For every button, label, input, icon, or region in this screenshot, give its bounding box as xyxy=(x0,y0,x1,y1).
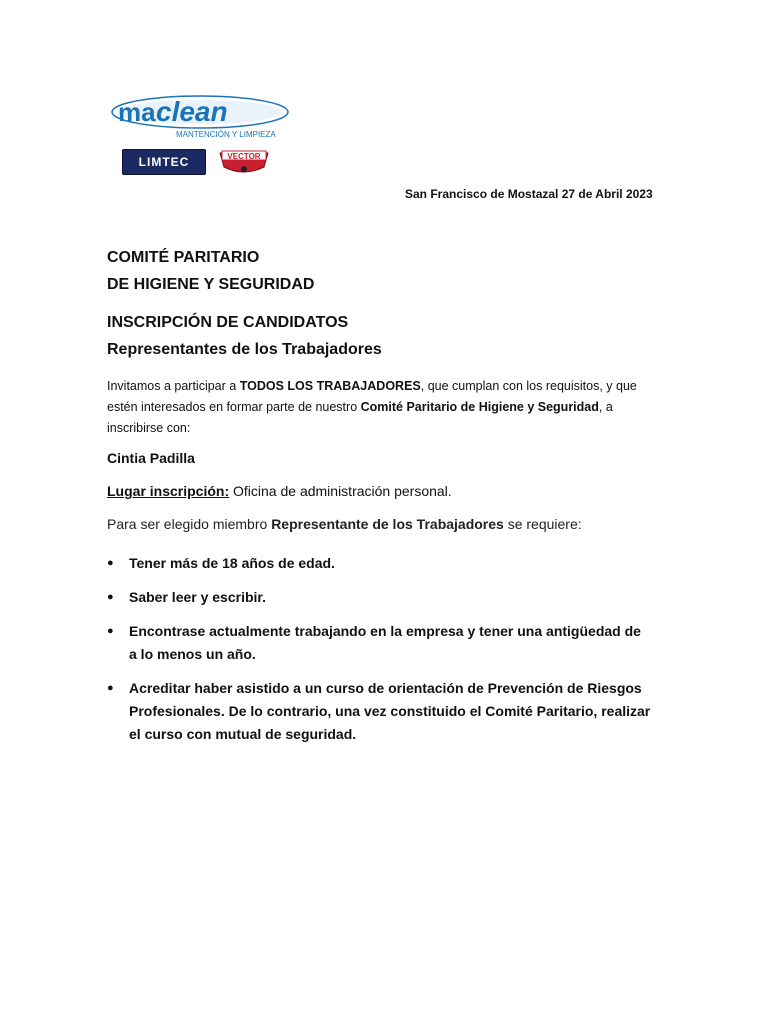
bullet-icon: ● xyxy=(107,625,114,637)
maclean-logo xyxy=(110,92,300,140)
list-item xyxy=(107,552,652,575)
bullet-icon: ● xyxy=(107,682,114,694)
registration-place-label: Lugar inscripción: xyxy=(107,483,230,499)
limtec-logo-text: LIMTEC xyxy=(138,155,190,169)
intro-text-2: , que cumplan con los requisitos, y que estén interesados en formar parte de nuestro xyxy=(107,379,637,414)
requirements-intro-text-1: Para ser elegido miembro xyxy=(107,516,272,532)
requirements-list xyxy=(107,552,652,746)
intro-bold-1: TODOS LOS TRABAJADORES xyxy=(239,379,421,393)
requirements-intro xyxy=(107,516,582,532)
title-line-4: Representantes de los Trabajadores xyxy=(107,341,382,358)
requirement-text: Saber leer y escribir. xyxy=(129,589,266,605)
list-item xyxy=(107,677,652,746)
maclean-logo-subtitle: MANTENCIÓN Y LIMPIEZA xyxy=(176,130,276,139)
list-item xyxy=(107,620,652,666)
registration-place-value: Oficina de administración personal. xyxy=(229,483,452,499)
requirement-text: Tener más de 18 años de edad. xyxy=(129,555,335,571)
intro-paragraph xyxy=(107,376,652,439)
contact-name: Cintia Padilla xyxy=(107,450,195,466)
intro-text-3: , a inscribirse con: xyxy=(107,400,613,435)
bullet-icon: ● xyxy=(107,591,114,603)
maclean-logo-a: ma xyxy=(118,97,156,127)
list-item xyxy=(107,586,652,609)
maclean-logo-b: clean xyxy=(156,96,228,127)
bullet-icon: ● xyxy=(107,557,114,569)
requirement-text: Encontrase actualmente trabajando en la empresa y tener una antigüedad de a lo menos un año. xyxy=(129,623,641,662)
intro-text-1: Invitamos a participar a xyxy=(107,379,240,393)
intro-bold-2: Comité Paritario de Higiene y Seguridad xyxy=(360,400,599,414)
date-line: San Francisco de Mostazal 27 de Abril 2023 xyxy=(405,187,653,201)
requirement-text: Acreditar haber asistido a un curso de orientación de Prevención de Riesgos Profesionales. De lo contrario, una vez constituido el Comité Paritario, realizar el curso con mutual de seguridad. xyxy=(129,680,651,742)
title-line-1: COMITÉ PARITARIO xyxy=(107,249,260,266)
requirements-intro-text-2: se requiere: xyxy=(503,516,582,532)
requirements-intro-bold: Representante de los Trabajadores xyxy=(271,516,504,532)
title-line-3: INSCRIPCIÓN DE CANDIDATOS xyxy=(107,314,349,331)
limtec-logo xyxy=(122,149,206,175)
vector-logo xyxy=(218,149,268,175)
vector-logo-text: VECTOR xyxy=(227,152,261,161)
registration-place xyxy=(107,483,452,499)
company-logos xyxy=(110,92,300,177)
title-line-2: DE HIGIENE Y SEGURIDAD xyxy=(107,276,315,293)
